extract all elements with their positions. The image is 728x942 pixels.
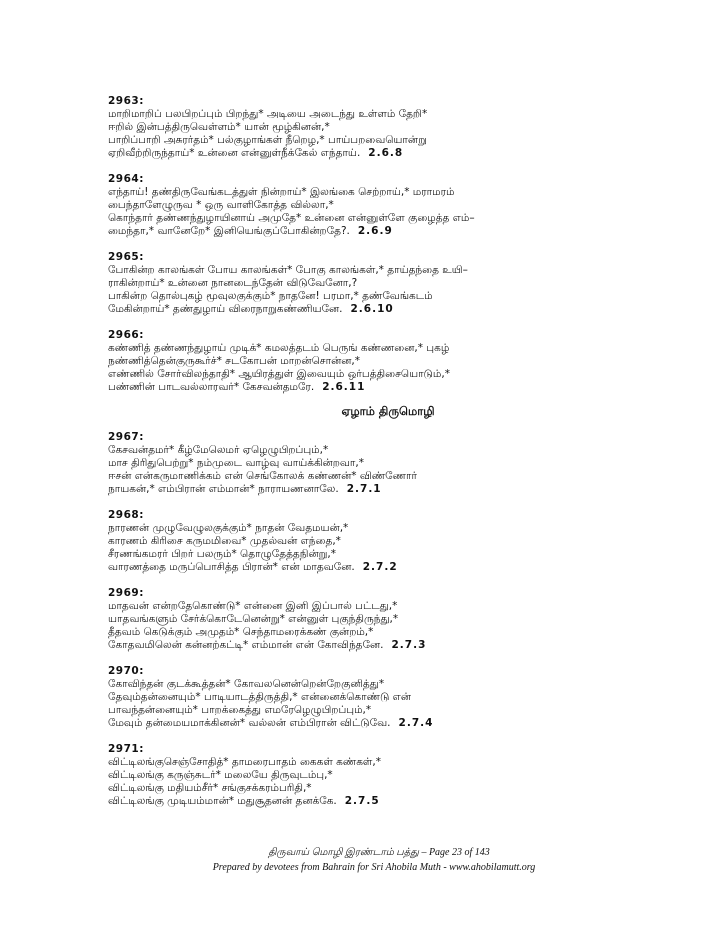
verse-line: பாவந்தன்னையும்* பாறக்கைத்து எமரேழெழுபிறப்பும்,* (108, 704, 372, 716)
footer-page-info: திருவாய் மொழி இரண்டாம் பத்து – Page 23 of 143 (268, 847, 490, 858)
verse-line: பைந்தாளேழுருவ * ஒரு வாளிகோத்த வில்லா,* (108, 199, 334, 211)
verse-2965 (108, 251, 628, 316)
verse-number: 2965: (108, 251, 144, 263)
verse-line-text: மேவும் தன்மையமாக்கினன்* வல்லன் எம்பிரான் விட்டுவே. (108, 717, 391, 729)
page-footer (0, 845, 728, 875)
verse-line: மாறிமாறிப் பலபிறப்பும் பிறந்து* அடியை அடைந்து உள்ளம் தேறி* (108, 108, 428, 120)
verse-reference: 2.7.2 (362, 561, 398, 573)
verse-body (108, 95, 628, 821)
verse-line: ராகின்றாய்* உன்னை நானடைந்தேன் விடுவேனோ,? (108, 277, 358, 289)
verse-line: மாச திரிதுபெற்று* நம்முடை வாழ்வு வாய்க்கின்றவா,* (108, 457, 365, 469)
verse-2966 (108, 329, 628, 394)
verse-2963 (108, 95, 628, 160)
verse-line: கேசவன்தமர்* கீழ்மேலெமர் ஏழெழுபிறப்பும்,* (108, 444, 329, 456)
verse-number: 2967: (108, 431, 144, 443)
verse-reference: 2.7.4 (398, 717, 434, 729)
verse-line-text: விட்டிலங்கு முடியம்மான்* மதுசூதனன் தனக்கே. (108, 795, 337, 807)
verse-line-text: மேகின்றாய்* தண்துழாய் விரைநாறுகண்ணியனே. (108, 303, 343, 315)
verse-2970 (108, 665, 628, 730)
verse-line: எண்ணில் சோர்விலந்தாதி* ஆயிரத்துள் இவையும் ஒர்பத்திசையொடும்,* (108, 368, 450, 380)
verse-2969 (108, 587, 628, 652)
verse-line: கண்ணித் தண்ணந்துழாய் முடிக்* கமலத்தடம் பெருங் கண்ணனை,* புகழ் (108, 342, 450, 354)
verse-reference: 2.7.3 (391, 639, 427, 651)
verse-2967 (108, 431, 628, 496)
verse-line (108, 795, 628, 808)
verse-number: 2969: (108, 587, 144, 599)
verse-number: 2968: (108, 509, 144, 521)
verse-number: 2970: (108, 665, 144, 677)
verse-number: 2963: (108, 95, 144, 107)
verse-line (108, 225, 628, 238)
verse-line: எந்தாய்! தண்திருவேங்கடத்துள் நின்றாய்* இலங்கை செற்றாய்,* மராமரம் (108, 186, 455, 198)
verse-reference: 2.6.10 (350, 303, 394, 315)
verse-line: கோவிந்தன் குடக்கூத்தன்* கோவலனென்றென்றேகுனித்து* (108, 678, 385, 690)
verse-2964 (108, 173, 628, 238)
footer-credits: Prepared by devotees from Bahrain for Sri Ahobila Muth - www.ahobilamutt.org (212, 862, 536, 873)
verse-line: போகின்ற காலங்கள் போய காலங்கள்* போகு காலங்கள்,* தாய்தந்தை உயி– (108, 264, 468, 276)
verse-line: மாதவன் என்றதேகொண்டு* என்னை இனி இப்பால் பட்டது,* (108, 600, 398, 612)
verse-line-text: நாயகன்,* எம்பிரான் எம்மான்* நாராயணனாலே. (108, 483, 339, 495)
verse-line: பாகின்ற தொல்புகழ் மூவுலகுக்கும்* நாதனே! பரமா,* தண்வேங்கடம் (108, 290, 433, 302)
verse-line (108, 381, 628, 394)
verse-number: 2964: (108, 173, 144, 185)
verse-line (108, 147, 628, 160)
verse-line (108, 483, 628, 496)
verse-line (108, 561, 628, 574)
verse-line (108, 639, 628, 652)
verse-number: 2966: (108, 329, 144, 341)
verse-reference: 2.6.11 (322, 381, 366, 393)
verse-line-text: மைந்தா,* வானேறே* இனியெங்குப்போகின்றதே?. (108, 225, 350, 237)
verse-line: விட்டிலங்கு கருஞ்சுடர்* மலையே திருவுடம்பு,* (108, 769, 333, 781)
verse-line: சீரணங்கமரர் பிறர் பலரும்* தொழுதேத்தநின்று,* (108, 548, 336, 560)
verse-line-text: ஏறிவீற்றிருந்தாய்* உன்னை என்னுள்நீக்கேல் எந்தாய். (108, 147, 361, 159)
verse-reference: 2.7.5 (344, 795, 380, 807)
verse-line (108, 303, 628, 316)
verse-line: நண்ணித்தென்குருகூர்ச்* சடகோபன் மாறன்சொன்ன,* (108, 355, 361, 367)
verse-line: பாறிப்பாறி அசுரர்தம்* பல்குழாங்கள் நீறெழ,* பாய்பறவையொன்று (108, 134, 427, 146)
verse-line (108, 717, 628, 730)
verse-line: தேவும்தன்னையும்* பாடியாடத்திருத்தி,* என்னைக்கொண்டு என் (108, 691, 412, 703)
verse-line-text: வாரணத்தை மருப்பொசித்த பிரான்* என் மாதவனே. (108, 561, 355, 573)
verse-line: காரணம் கிரிசை கருமமிவை* முதல்வன் எந்தை,* (108, 535, 341, 547)
verse-line-text: கோதவமிலென் கன்னற்கட்டி* எம்மான் என் கோவிந்தனே. (108, 639, 384, 651)
verse-reference: 2.7.1 (346, 483, 382, 495)
verse-line: ஈறில் இன்பத்திருவெள்ளம்* யான் மூழ்கினன்,* (108, 121, 330, 133)
verse-line-text: பண்ணின் பாடவல்லாரவர்* கேசவன்தமரே. (108, 381, 315, 393)
verse-number: 2971: (108, 743, 144, 755)
verse-line: விட்டிலங்கு மதியம்சீர்* சங்குசக்கரம்பரிதி,* (108, 782, 312, 794)
verse-2968 (108, 509, 628, 574)
verse-2971 (108, 743, 628, 808)
verse-reference: 2.6.8 (368, 147, 404, 159)
section-heading: ஏழாம் திருமொழி (341, 404, 435, 418)
verse-line: கொந்தார் தண்ணந்துழாயினாய் அமுதே* உன்னை என்னுள்ளே குழைத்த எம்– (108, 212, 475, 224)
verse-line: யாதவங்களும் சேர்க்கொடேனென்று* என்னுள் புகுந்திருந்து,* (108, 613, 399, 625)
verse-line: ஈசன் என்கருமாணிக்கம் என் செங்கோலக் கண்ணன்* விண்ணோர் (108, 470, 417, 482)
verse-line: நாரணன் முழுவேழுலகுக்கும்* நாதன் வேதமயன்,* (108, 522, 349, 534)
verse-line: தீதவம் கெடுக்கும் அமுதம்* செந்தாமரைக்கண் குன்றம்,* (108, 626, 374, 638)
verse-line: விட்டிலங்குசெஞ்சோதித்* தாமரைபாதம் கைகள் கண்கள்,* (108, 756, 381, 768)
verse-reference: 2.6.9 (357, 225, 393, 237)
